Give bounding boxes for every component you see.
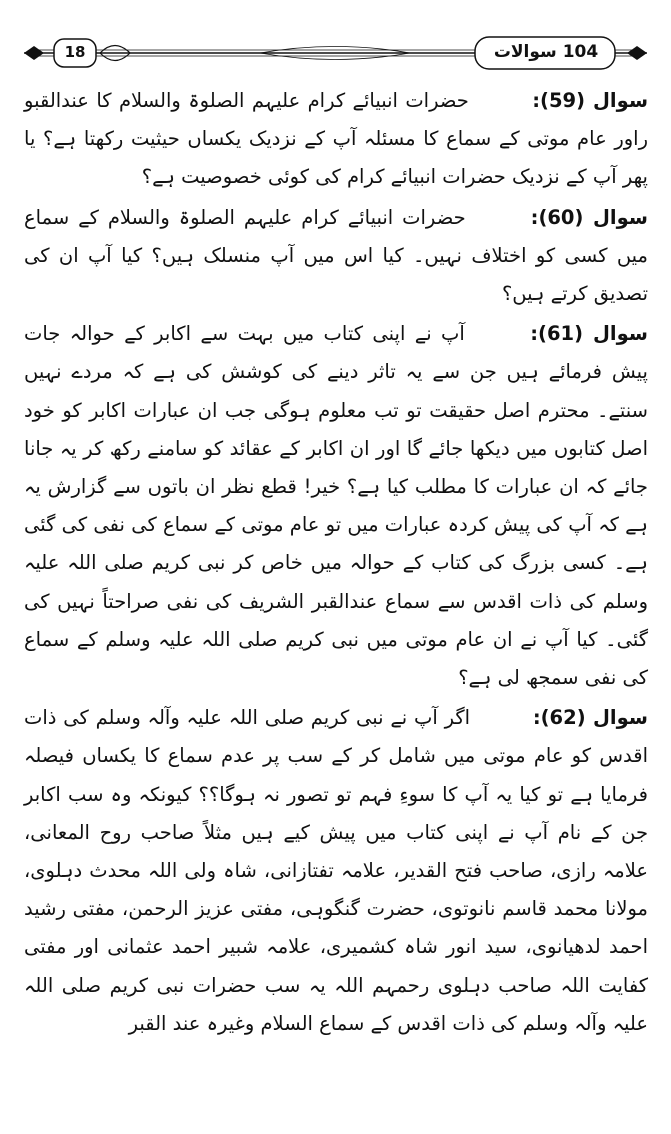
page-body — [24, 82, 648, 1045]
question-text: آپ نے اپنی کتاب میں بہت سے اکابر کے حوالہ جات پیش فرمائے ہیں جن سے یہ تاثر دینے کی کوشش کی ہے کہ مردے نہیں سنتے۔ محترم اصل حقیقت تو تب معلوم ہوگی جب ان عبارات اکابر کو خود اصل کتابوں میں دیکھا جائے گا اور ان اکابر کے عقائد کو سامنے رکھ کر یہ جانا جائے کہ ان عبارات کا مطلب کیا ہے؟ خیر! قطع نظر ان باتوں سے گزارش یہ ہے کہ آپ کی پیش کردہ عبارات میں تو عام موتی کے سماع کی نفی کی گئی ہے۔ کسی بزرگ کی کتاب کے حوالہ میں خاص کر نبی کریم صلی اللہ علیہ وسلم کی ذات اقدس سے سماع عندالقبر الشریف کی نفی صراحتاً نہیں کی گئی۔ کیا آپ نے ان عام موتی میں نبی کریم صلی اللہ علیہ وسلم کے سماع کی نفی سمجھ لی ہے؟ — [24, 322, 648, 690]
question-61 — [24, 315, 648, 697]
question-label: سوال (61): — [530, 322, 648, 346]
question-label: سوال (60): — [530, 205, 648, 229]
question-text: حضرات انبیائے کرام علیہم الصلوۃ والسلام کا عندالقبو راور عام موتی کے سماع کا مسئلہ آپ کے نزدیک یکساں حیثیت رکھتا ہے؟ یا پھر آپ کے نزدیک حضرات انبیائے کرام کی کوئی خصوصیت ہے؟ — [24, 89, 648, 189]
question-text: حضرات انبیائے کرام علیہم الصلوۃ والسلام کے سماع میں کسی کو اختلاف نہیں۔ کیا اس میں آپ منسلک ہیں؟ کیا آپ ان کی تصدیق کرتے ہیں؟ — [24, 205, 648, 306]
question-59 — [24, 82, 648, 197]
question-62 — [24, 699, 648, 1043]
question-60 — [24, 199, 648, 314]
question-label: سوال (62): — [532, 706, 648, 730]
page-number: 18 — [64, 43, 86, 61]
page-header — [20, 30, 651, 76]
book-title: 104 سوالات — [493, 42, 599, 62]
question-text: اگر آپ نے نبی کریم صلی اللہ علیہ وآلہ وسلم کی ذات اقدس کو عام موتی میں شامل کر کے سب پر عدم سماع کا یکساں فیصلہ فرمایا ہے تو کیا یہ آپ کا سوءِ فہم تو تصور نہ ہوگا؟؟ کیونکہ وہ سب اکابر جن کے نام آپ نے اپنی کتاب میں پیش کیے ہیں مثلاً صاحب روح المعانی، علامہ رازی، صاحب فتح القدیر، علامہ تفتازانی، شاہ ولی اللہ محدث دہلوی، مولانا محمد قاسم نانوتوی، حضرت گنگوہی، مفتی عزیز الرحمن، مفتی رشید احمد لدھیانوی، سید انور شاہ کشمیری، علامہ شبیر احمد عثمانی اور مفتی کفایت اللہ صاحب دہلوی رحمہم اللہ یہ سب حضرات نبی کریم صلی اللہ علیہ وآلہ وسلم کی ذات اقدس کے سماع السلام وغیرہ عند القبر — [24, 706, 648, 1035]
question-label: سوال (59): — [532, 89, 648, 112]
